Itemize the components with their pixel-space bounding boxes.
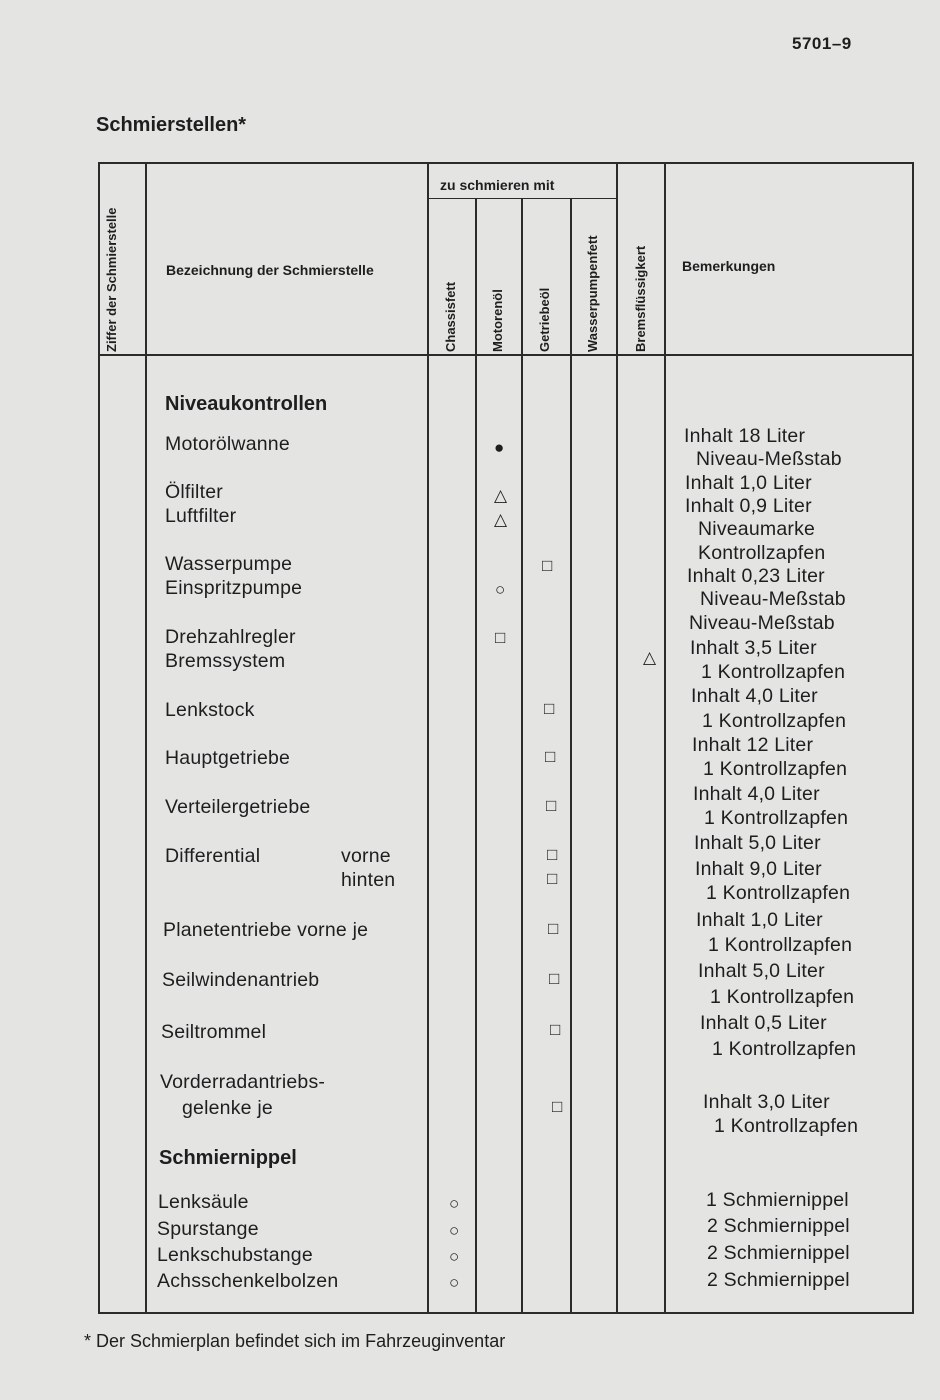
- row-label: Verteilergetriebe: [165, 796, 311, 818]
- row-label: Lenkstock: [165, 699, 255, 721]
- square-symbol: □: [547, 845, 558, 864]
- square-symbol: □: [548, 919, 559, 938]
- filled-circle-symbol: ●: [494, 438, 505, 457]
- row-label: Lenksäule: [158, 1191, 249, 1213]
- row-label: Lenkschubstange: [157, 1244, 313, 1266]
- remark: Inhalt 3,0 Liter: [703, 1091, 830, 1113]
- remark: Inhalt 3,5 Liter: [690, 637, 817, 659]
- square-symbol: □: [546, 796, 557, 815]
- remark: Inhalt 0,23 Liter: [687, 565, 825, 587]
- remark: 2 Schmiernippel: [707, 1215, 850, 1237]
- circle-symbol: ○: [495, 580, 506, 599]
- triangle-symbol: △: [494, 510, 508, 529]
- remark: 1 Kontrollzapfen: [714, 1115, 859, 1137]
- header-getriebeoel: Getriebeöl: [537, 287, 552, 352]
- remark: Niveau-Meßstab: [689, 612, 835, 634]
- row-label: Einspritzpumpe: [165, 577, 303, 599]
- header-wasserpumpenfett: Wasserpumpenfett: [585, 235, 600, 352]
- col-divider: [475, 198, 477, 1314]
- row-label: Wasserpumpe: [165, 553, 293, 575]
- row-label: Seilwindenantrieb: [162, 969, 320, 991]
- square-symbol: □: [545, 747, 556, 766]
- remark: Inhalt 1,0 Liter: [685, 472, 812, 494]
- section-heading: Schmiernippel: [159, 1147, 297, 1169]
- square-symbol: □: [550, 1020, 561, 1039]
- circle-symbol: ○: [449, 1221, 460, 1240]
- col-divider: [570, 198, 572, 1314]
- remark: 1 Kontrollzapfen: [701, 661, 846, 683]
- remark: Niveaumarke: [698, 518, 816, 540]
- remark: Niveau-Meßstab: [696, 448, 842, 470]
- remark: 1 Kontrollzapfen: [708, 934, 853, 956]
- circle-symbol: ○: [449, 1273, 460, 1292]
- remark: 1 Kontrollzapfen: [702, 710, 847, 732]
- row-label: Bremssystem: [165, 650, 286, 672]
- row-label: Differential: [165, 845, 261, 867]
- page-number: 5701–9: [792, 34, 852, 53]
- row-label: Drehzahlregler: [165, 626, 296, 648]
- header-bezeichnung: Bezeichnung der Schmierstelle: [166, 262, 374, 278]
- remark: 1 Schmiernippel: [706, 1189, 849, 1211]
- header-motorenoel: Motorenöl: [490, 289, 505, 352]
- group-rule: [427, 198, 616, 199]
- header-bemerkungen: Bemerkungen: [682, 258, 776, 274]
- row-label: Hauptgetriebe: [165, 747, 291, 769]
- remark: Inhalt 0,5 Liter: [700, 1012, 827, 1034]
- remark: 1 Kontrollzapfen: [703, 758, 848, 780]
- row-sublabel: hinten: [341, 869, 396, 891]
- square-symbol: □: [547, 869, 558, 888]
- triangle-symbol: △: [494, 486, 508, 505]
- square-symbol: □: [544, 699, 555, 718]
- header-ziffer: Ziffer der Schmierstelle: [104, 207, 119, 352]
- remark: Niveau-Meßstab: [700, 588, 846, 610]
- row-label: Achsschenkelbolzen: [157, 1270, 339, 1292]
- col-divider: [145, 162, 147, 1314]
- header-rule: [98, 354, 914, 356]
- remark: 1 Kontrollzapfen: [706, 882, 851, 904]
- row-sublabel: vorne: [341, 845, 391, 867]
- section-heading: Niveaukontrollen: [165, 393, 328, 415]
- remark: 1 Kontrollzapfen: [704, 807, 849, 829]
- header-chassisfett: Chassisfett: [443, 281, 458, 352]
- remark: Inhalt 9,0 Liter: [695, 858, 822, 880]
- row-label: Luftfilter: [165, 505, 237, 527]
- remark: Inhalt 4,0 Liter: [691, 685, 818, 707]
- row-label: Motorölwanne: [165, 433, 290, 455]
- row-label: Planetentriebe vorne je: [163, 919, 369, 941]
- remark: Inhalt 5,0 Liter: [694, 832, 821, 854]
- col-divider: [616, 162, 618, 1314]
- remark: Kontrollzapfen: [698, 542, 826, 564]
- remark: Inhalt 1,0 Liter: [696, 909, 823, 931]
- header-group-label: zu schmieren mit: [440, 177, 555, 193]
- square-symbol: □: [542, 556, 553, 575]
- circle-symbol: ○: [449, 1247, 460, 1266]
- square-symbol: □: [549, 969, 560, 988]
- remark: 1 Kontrollzapfen: [712, 1038, 857, 1060]
- remark: Inhalt 12 Liter: [692, 734, 814, 756]
- row-label: gelenke je: [182, 1097, 273, 1119]
- col-divider: [427, 162, 429, 1314]
- remark: Inhalt 18 Liter: [684, 425, 806, 447]
- remark: 1 Kontrollzapfen: [710, 986, 855, 1008]
- col-divider: [521, 198, 523, 1314]
- header-bremsfluessigkeit: Bremsflüssigkert: [633, 245, 648, 352]
- remark: Inhalt 5,0 Liter: [698, 960, 825, 982]
- row-label: Ölfilter: [165, 481, 223, 503]
- page-title: Schmierstellen*: [96, 114, 247, 136]
- row-label: Seiltrommel: [161, 1021, 267, 1043]
- square-symbol: □: [552, 1097, 563, 1116]
- row-label: Spurstange: [157, 1218, 259, 1240]
- remark: Inhalt 0,9 Liter: [685, 495, 812, 517]
- remark: 2 Schmiernippel: [707, 1269, 850, 1291]
- circle-symbol: ○: [449, 1194, 460, 1213]
- triangle-symbol: △: [643, 648, 657, 667]
- footnote: * Der Schmierplan befindet sich im Fahrzeuginventar: [84, 1331, 506, 1351]
- row-label: Vorderradantriebs-: [160, 1071, 326, 1093]
- remark: Inhalt 4,0 Liter: [693, 783, 820, 805]
- col-divider: [664, 162, 666, 1314]
- square-symbol: □: [495, 628, 506, 647]
- remark: 2 Schmiernippel: [707, 1242, 850, 1264]
